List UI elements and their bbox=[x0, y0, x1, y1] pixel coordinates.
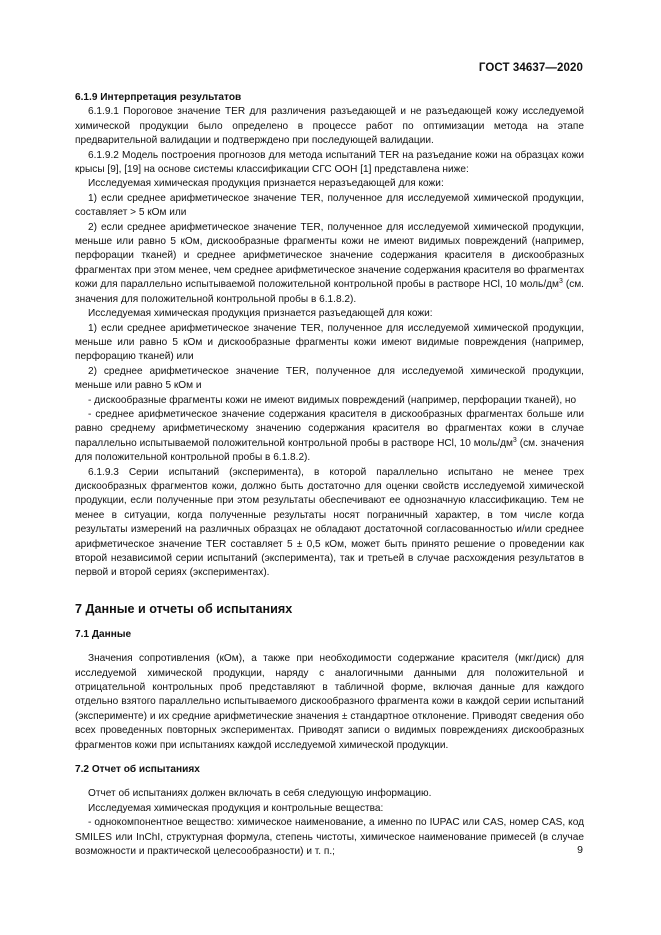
paragraph-6-1-9-2: 6.1.9.2 Модель построения прогнозов для метода испытаний TER на разъедание кожи на образцах кожи крысы [9], [19] на основе системы классификации СГС ООН [1] представлена ниже: bbox=[75, 149, 584, 176]
superscript: 3 bbox=[512, 436, 517, 444]
paragraph-7-2-single-component: - однокомпонентное вещество: химическое наименование, а именно по IUPAC или CAS, номер CAS, код SMILES или InChI, структурная формула, степень чистоты, химическое наименование примесей (в случае возможности и практической целесообразности) и т. п.; bbox=[75, 817, 584, 858]
paragraph-6-1-9-1: 6.1.9.1 Пороговое значение TER для различения разъедающей и не разъедающей кожу исследуемой химической продукции было определено в процессе работ по оптимизации метода на этапе предварительной валидации и подтверждено при последующей валидации. bbox=[75, 106, 584, 147]
paragraph-corrosive-1: 1) если среднее арифметическое значение TER, полученное для исследуемой химической продукции, меньше или равно 5 кОм и дискообразные фрагменты кожи имеют видимые повреждения (например, перфорацию тканей) или bbox=[75, 322, 584, 363]
paragraph-7-1: Значения сопротивления (кОм), а также при необходимости содержание красителя (мкг/диск) для исследуемой химической продукции, наряду с аналогичными данными для положительной и отрицательной контрольных проб представляют в табличной форме, включая данные для каждого отдельно взятого параллельно испытываемого дискообразного фрагмента кожи в каждой серии испытаний (эксперименте) и их средние арифметические значения ± стандартное отклонение. Приводят сведения обо всех проведенных повторных экспериментах. Приводят записи о видимых повреждениях дискообразных фрагментов кожи при испытаниях каждой исследуемой химической продукции. bbox=[75, 653, 584, 751]
text-run: 2) если среднее арифметическое значение TER, полученное для исследуемой химической продукции, меньше или равно 5 кОм, дискообразные фрагменты кожи не имеют видимых повреждений (например, перфорации тканей) и среднее арифметическое значение содержания красителя в дискообразных фрагментах при этом менее, чем среднее арифметическое значение содержания красителя во фрагментах кожи для параллельно испытываемой положительной контрольной пробы в растворе HCl, 10 моль/дм bbox=[75, 221, 584, 291]
paragraph-7-2-substances: Исследуемая химическая продукция и контрольные вещества: bbox=[88, 802, 384, 814]
paragraph-corrosive-intro: Исследуемая химическая продукция признается разъедающей для кожи: bbox=[88, 308, 433, 320]
section-heading-6-1-9: 6.1.9 Интерпретация результатов bbox=[75, 92, 242, 103]
section-heading-7-1: 7.1 Данные bbox=[75, 628, 132, 640]
text-run: (см. значения для положительной контрольной пробы в 6.1.8.2). bbox=[75, 279, 584, 305]
paragraph-non-corrosive-1: 1) если среднее арифметическое значение TER, полученное для исследуемой химической продукции, составляет > 5 кОм или bbox=[75, 192, 584, 219]
paragraph-7-2-intro: Отчет об испытаниях должен включать в себя следующую информацию. bbox=[88, 788, 432, 800]
paragraph-corrosive-2: 2) среднее арифметическое значение TER, полученное для исследуемой химической продукции, меньше или равно 5 кОм и bbox=[75, 365, 584, 392]
paragraph-non-corrosive-intro: Исследуемая химическая продукция признается неразъедающей для кожи: bbox=[88, 178, 444, 190]
section-heading-7-2: 7.2 Отчет об испытаниях bbox=[75, 764, 200, 776]
text-run: - среднее арифметическое значение содержания красителя в дискообразных фрагментах больше или равно среднему арифметическому значению содержания красителя во фрагментах кожи в случае параллельно испытываемой положительной контрольной пробы в растворе HCl, 10 моль/дм bbox=[75, 408, 584, 449]
section-heading-7: 7 Данные и отчеты об испытаниях bbox=[75, 601, 293, 616]
document-header: ГОСТ 34637—2020 bbox=[478, 62, 583, 74]
page-number: 9 bbox=[577, 844, 583, 856]
paragraph-6-1-9-3: 6.1.9.3 Серии испытаний (эксперимента), в которой параллельно испытано не менее трех дискообразных фрагментов кожи, должно быть достаточно для оценки свойств исследуемой химической продукции, если полученные при этом результаты обеспечивают ее однозначную классификацию. Тем не менее в ситуации, когда полученные результаты носят пограничный характер, в том числе когда результаты измерений на различных образцах не обладают достаточной согласованностью и/или среднее арифметическое значение TER составляет 5 ± 0,5 кОм, может быть принято решение о проведении как второй независимой серии испытаний (эксперимента), так и третьей в случае расхождения результатов в первой и второй сериях (экспериментах). bbox=[75, 466, 584, 579]
paragraph-corrosive-2b bbox=[75, 408, 584, 466]
text-run: (см. значения для положительной контрольной пробы в 6.1.8.2). bbox=[75, 437, 584, 464]
superscript: 3 bbox=[558, 278, 563, 286]
page-content bbox=[75, 91, 584, 860]
paragraph-non-corrosive-2 bbox=[75, 221, 584, 307]
paragraph-corrosive-2a: - дискообразные фрагменты кожи не имеют видимых повреждений (например, перфорации тканей), но bbox=[88, 394, 577, 406]
